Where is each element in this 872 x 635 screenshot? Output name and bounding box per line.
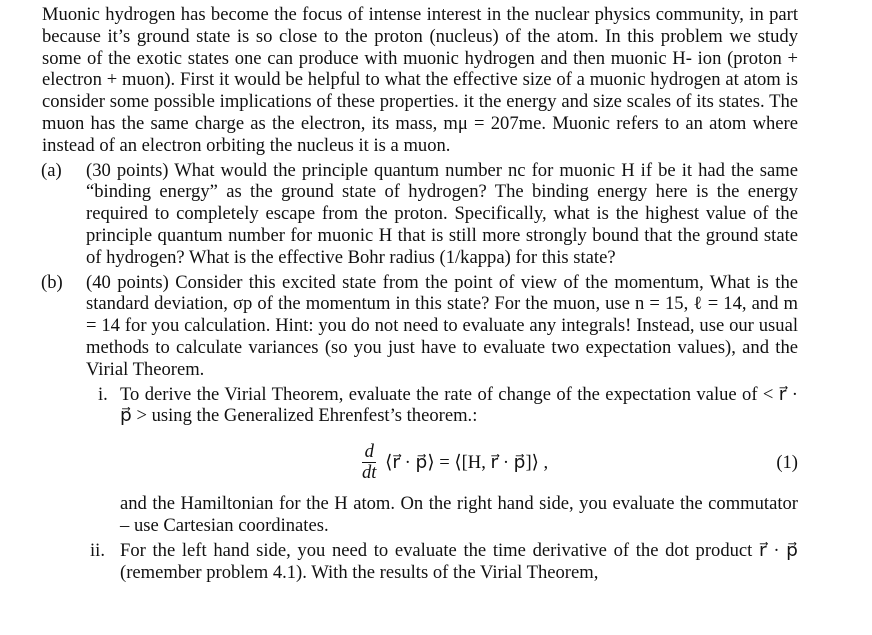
equation-body: ⟨r⃗ · p⃗⟩ = ⟨[H, r⃗ · p⃗]⟩ , — [385, 451, 549, 473]
sub-item-i — [42, 384, 798, 428]
part-a-text: (30 points) What would the principle quantum number nc for muonic H if be it had the same “binding energy” as the ground state of hydrogen? The binding energy here is the energy required to completely escape from the proton. Specifically, what is the highest value of the principle quantum number for muonic H that is still more strongly bound that the ground state of hydrogen? What is the effective Bohr radius (1/kappa) for this state? — [86, 159, 798, 268]
part-a — [42, 160, 798, 269]
part-b-label: (b) — [41, 271, 63, 293]
equation-number: (1) — [776, 452, 798, 474]
sub-item-ii-label: ii. — [90, 539, 105, 561]
sub-item-i-text: To derive the Virial Theorem, evaluate the rate of change of the expectation value of < r⃗ · p⃗ > using the Generalized Ehrenfest’s theorem.: — [120, 383, 798, 427]
equation-1 — [42, 433, 798, 493]
sub-item-ii-text: For the left hand side, you need to evaluate the time derivative of the dot product r⃗ · p⃗ (remember problem 4.1). With the results of the Virial Theorem, — [120, 539, 798, 583]
fraction-denominator: dt — [362, 462, 377, 484]
post-equation-text: and the Hamiltonian for the H atom. On the right hand side, you evaluate the commutator – use Cartesian coordinates. — [120, 493, 798, 536]
fraction-numerator: d — [362, 442, 376, 463]
problem-text — [42, 4, 798, 583]
equation-expression — [362, 442, 548, 483]
sub-item-ii — [42, 540, 798, 584]
time-derivative-fraction — [362, 442, 376, 483]
sub-item-i-label: i. — [98, 383, 108, 405]
part-a-label: (a) — [41, 159, 62, 181]
part-b — [42, 272, 798, 381]
part-b-text: (40 points) Consider this excited state from the point of view of the momentum, What is the standard deviation, σp of the momentum in this state? For the muon, use n = 15, ℓ = 14, and m = 14 for you calculation. Hint: you do not need to evaluate any integrals! Instead, use our usual methods to calculate variances (so you just have to evaluate two expectation values), and the Virial Theorem. — [86, 271, 798, 380]
intro-paragraph: Muonic hydrogen has become the focus of intense interest in the nuclear physics community, in part because it’s ground state is so close to the proton (nucleus) of the atom. In this problem we study some of the exotic states one can produce with muonic hydrogen and then muonic H- ion (proton + electron + muon). First it would be helpful to what the effective size of a muonic hydrogen at atom is consider some possible implications of these properties. it the energy and size scales of its states. The muon has the same charge as the electron, its mass, mμ = 207me. Muonic refers to an atom where instead of an electron orbiting the nucleus it is a muon. — [42, 4, 798, 156]
